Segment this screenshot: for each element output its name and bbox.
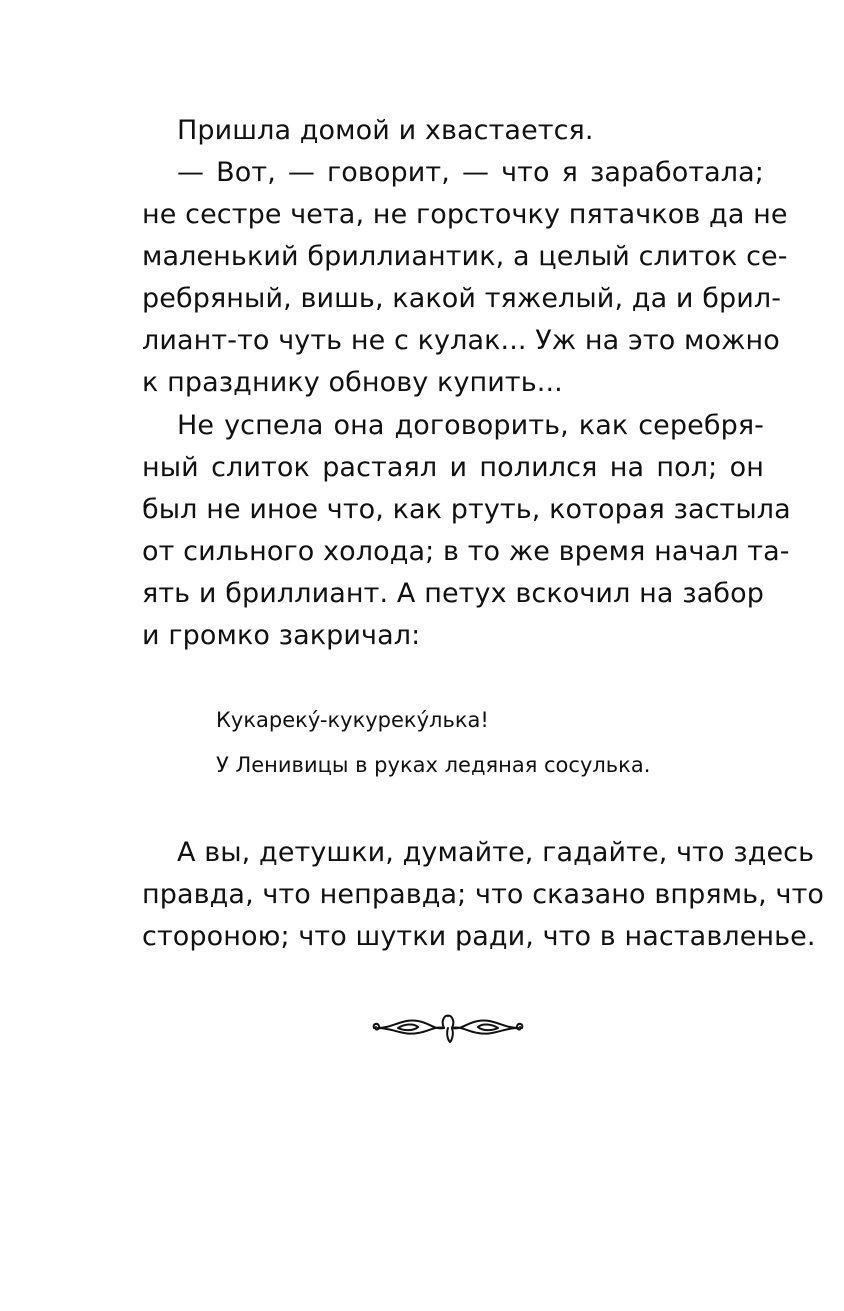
verse-line-1: Кукарекý-кукурекýлька! (216, 708, 489, 732)
paragraph-3-line-2: ный слиток растаял и полился на пол; он (142, 452, 764, 483)
paragraph-3-line-6: и громко закричал: (142, 620, 421, 651)
paragraph-4-line-3: стороною; что шутки ради, что в наставленье. (142, 921, 816, 952)
paragraph-4-line-1: А вы, детушки, думайте, гадайте, что здесь (177, 837, 815, 868)
paragraph-3-line-3: был не иное что, как ртуть, которая застыла (142, 494, 791, 525)
flourish-divider-icon (368, 1008, 528, 1048)
paragraph-2-line-3: маленький бриллиантик, а целый слиток се- (142, 241, 788, 272)
paragraph-2-line-2: не сестре чета, не горсточку пятачков да не (142, 199, 788, 230)
paragraph-2-line-5: лиант-то чуть не с кулак... Уж на это можно (142, 325, 780, 356)
paragraph-3-line-5: ять и бриллиант. А петух вскочил на забор (142, 578, 764, 609)
paragraph-1-line-1: Пришла домой и хвастается. (177, 115, 594, 146)
verse-line-2: У Ленивицы в руках ледяная сосулька. (216, 753, 651, 777)
paragraph-3-line-1: Не успела она договорить, как серебря- (177, 410, 764, 441)
paragraph-4-line-2: правда, что неправда; что сказано впрямь, что (142, 879, 825, 910)
paragraph-2-line-6: к празднику обнову купить... (142, 367, 563, 398)
paragraph-2-line-4: ребряный, вишь, какой тяжелый, да и брил- (142, 283, 782, 314)
paragraph-3-line-4: от сильного холода; в то же время начал та- (142, 536, 790, 567)
paragraph-2-line-1: — Вот, — говорит, — что я заработала; (177, 157, 764, 188)
